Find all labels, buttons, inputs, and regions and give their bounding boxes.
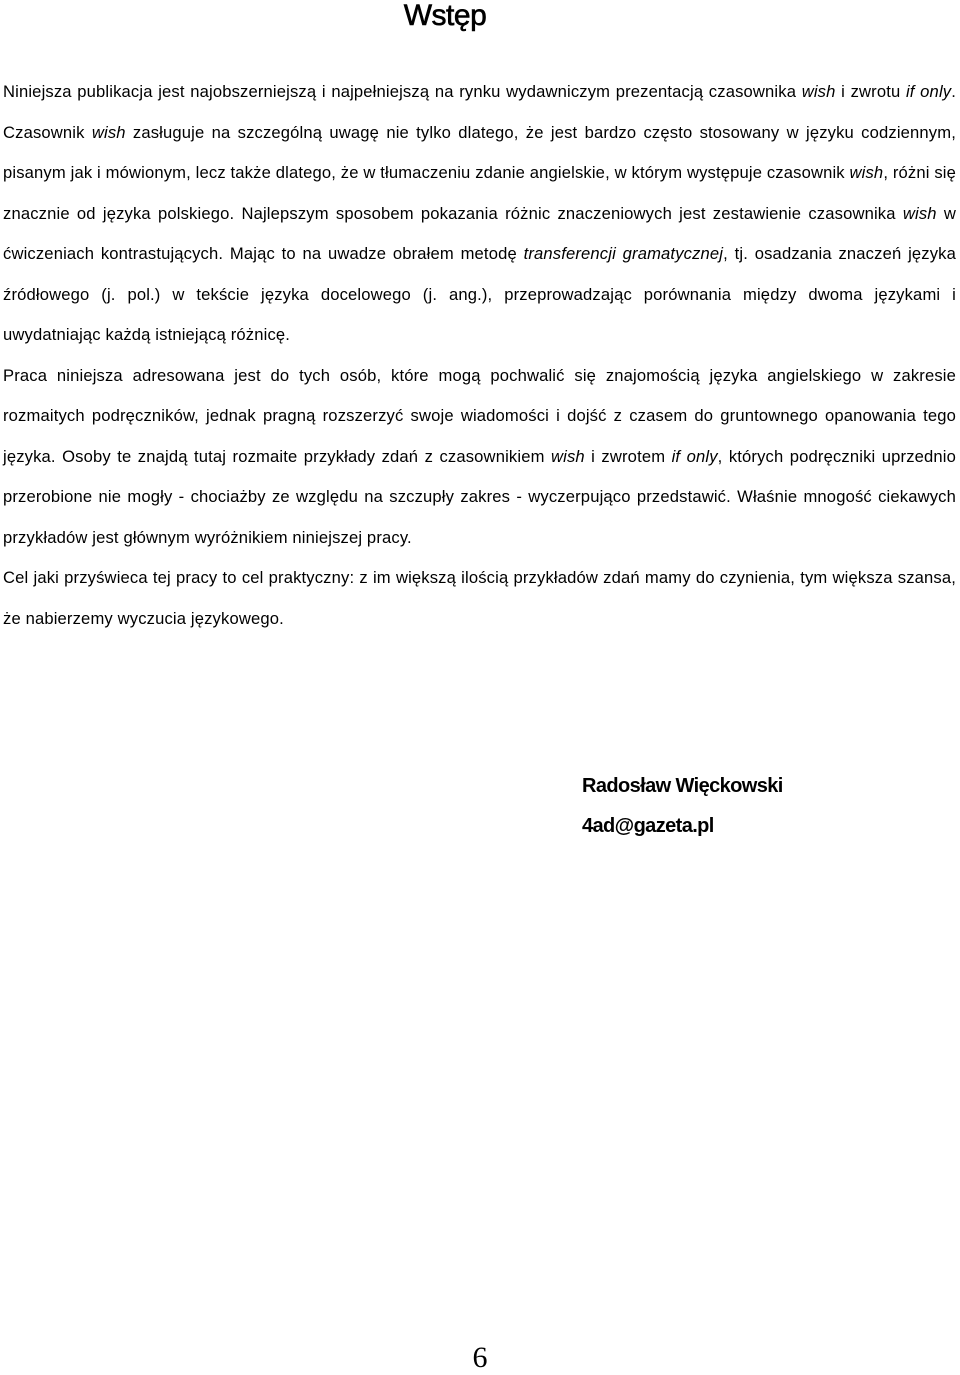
text-run: , których podręczniki uprzednio przerobione nie mogły - chociażby ze względu na szczupły zakres - wyczerpująco przedstawić. Właśnie mnogość ciekawych przykładów jest głównym wyróżnikiem niniejszej pracy. [3,446,957,547]
body-text [3,72,956,639]
text-run: Cel jaki przyświeca tej pracy to cel praktyczny: z im większą ilością przykładów zdań mamy do czynienia, tym większa szansa, że nabierzemy wyczucia językowego. [3,568,956,628]
italic-term: if only [671,446,718,466]
italic-term: transferencji gramatycznej [523,244,724,263]
paragraph [3,356,956,559]
paragraph [3,558,956,639]
text-run: , różni się znacznie od języka polskiego. Najlepszym sposobem pokazania różnic znaczeniowych jest zestawienie czasownika [3,163,956,223]
text-run: i zwrotem [584,446,672,466]
page-title: Wstęp [403,0,487,32]
text-run: zasługuje na szczególną uwagę nie tylko dlatego, że jest bardzo często stosowany w języku codziennym, pisanym jak i mówionym, lecz także dlatego, że w tłumaczeniu zdanie angielskie, w którym występuje czasownik [3,122,956,182]
page-number: 6 [472,1341,488,1374]
author-name: Radosław Więckowski [582,775,783,797]
paragraph [3,72,956,356]
italic-term: wish [550,446,585,466]
text-run: i zwrotu [835,82,906,101]
italic-term: wish [902,203,937,223]
italic-term: wish [91,122,126,142]
signature-block [582,766,783,846]
italic-term: wish [801,82,836,101]
text-run: . Czasownik [3,82,956,142]
text-run: , tj. osadzania znaczeń języka źródłowego (j. pol.) w tekście języka docelowego (j. ang.), przeprowadzając porównania między dwoma językami i uwydatniając każdą istniejącą różnicę. [3,244,957,344]
italic-term: if only [905,82,952,101]
text-run: Niniejsza publikacja jest najobszerniejszą i najpełniejszą na rynku wydawniczym prezentacją czasownika [3,82,802,101]
author-email: 4ad@gazeta.pl [582,815,714,837]
text-run: w ćwiczeniach kontrastujących. Mając to na uwadze obrałem metodę [3,203,956,263]
italic-term: wish [849,163,884,182]
text-run: Praca niniejsza adresowana jest do tych osób, które mogą pochwalić się znajomością języka angielskiego w zakresie rozmaitych podręczników, jednak pragną rozszerzyć swoje wiadomości i dojść z czasem do gruntownego opanowania tego języka. Osoby te znajdą tutaj rozmaite przykłady zdań z czasownikiem [3,365,956,466]
